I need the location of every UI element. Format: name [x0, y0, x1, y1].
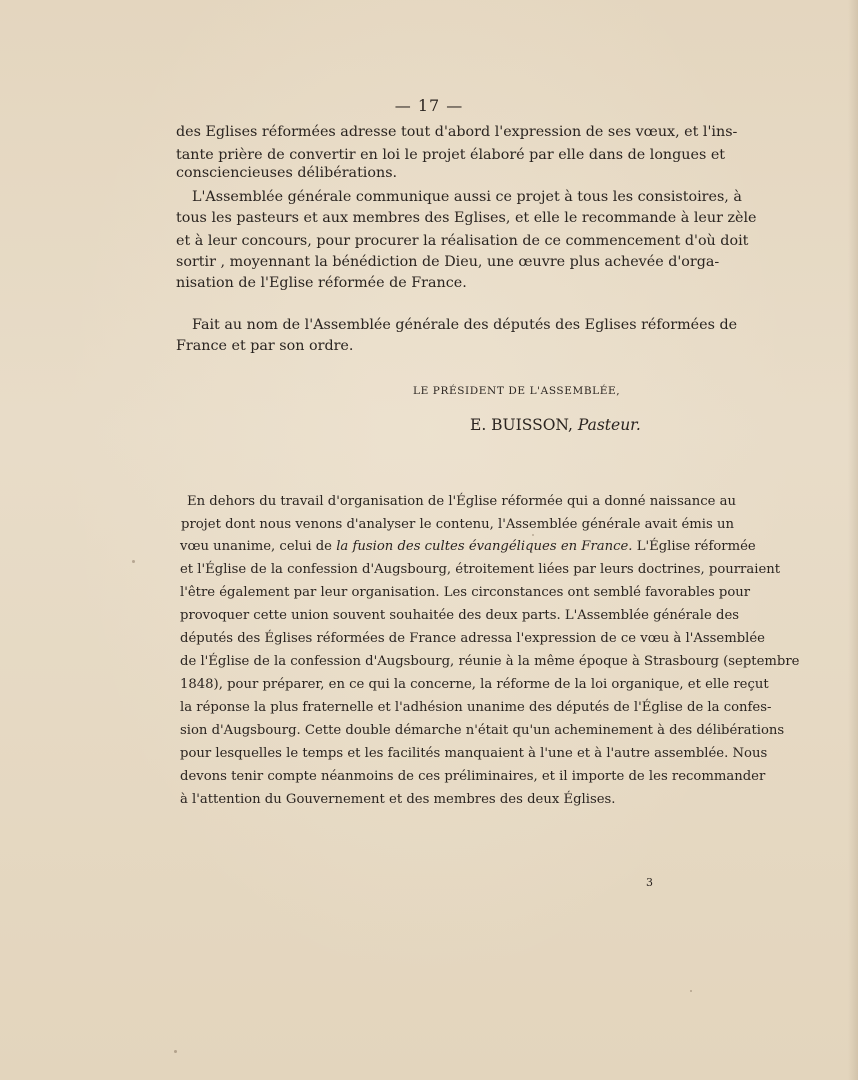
text-line-emphasis — [180, 539, 756, 554]
text-line: députés des Églises réformées de France adressa l'expression de ce vœu à l'Assemblée — [180, 631, 765, 646]
text-line: 1848), pour préparer, en ce qui la concerne, la réforme de la loi organique, et elle reçut — [180, 677, 769, 692]
text-line: tante prière de convertir en loi le projet élaboré par elle dans de longues et — [176, 147, 726, 163]
text-line: l'être également par leur organisation. Les circonstances ont semblé favorables pour — [180, 585, 751, 600]
paper-speck — [532, 534, 534, 536]
text-line: tous les pasteurs et aux membres des Eglises, et elle le recommande à leur zèle — [176, 210, 757, 226]
text-line: sortir , moyennant la bénédiction de Dieu, une œuvre plus achevée d'orga- — [176, 254, 720, 270]
text-line: consciencieuses délibérations. — [176, 165, 398, 181]
text-line: projet dont nous venons d'analyser le contenu, l'Assemblée générale avait émis un — [181, 517, 734, 532]
text-line: sion d'Augsbourg. Cette double démarche n'était qu'un acheminement à des délibérations — [180, 723, 785, 738]
text-line: France et par son ordre. — [176, 338, 354, 354]
text-line: Fait au nom de l'Assemblée générale des députés des Eglises réformées de — [192, 317, 738, 333]
text-line: de l'Église de la confession d'Augsbourg, réunie à la même époque à Strasbourg (septembre — [180, 654, 800, 669]
signatory-name: E. BUISSON — [470, 416, 568, 434]
text-line: nisation de l'Eglise réformée de France. — [176, 275, 467, 291]
text-line: et l'Église de la confession d'Augsbourg, étroitement liées par leurs doctrines, pourraient — [180, 562, 781, 577]
signature-title: LE PRÉSIDENT DE L'ASSEMBLÉE, — [413, 385, 621, 397]
signatory-role: Pasteur. — [577, 416, 641, 434]
page-number: — 17 — — [394, 96, 464, 115]
text-line: L'Assemblée générale communique aussi ce projet à tous les consistoires, à — [192, 189, 742, 205]
text-line: provoquer cette union souvent souhaitée des deux parts. L'Assemblée générale des — [180, 608, 740, 623]
italic-phrase: la fusion des cultes évangéliques en France. — [336, 539, 633, 554]
text-line: devons tenir compte néanmoins de ces préliminaires, et il importe de les recommander — [180, 769, 766, 784]
text-line: à l'attention du Gouvernement et des membres des deux Églises. — [180, 792, 616, 807]
text-segment: L'Église réformée — [636, 539, 756, 554]
text-line: En dehors du travail d'organisation de l'Église réformée qui a donné naissance au — [187, 494, 736, 509]
text-line: des Eglises réformées adresse tout d'abord l'expression de ses vœux, et l'ins- — [176, 124, 738, 140]
text-line: et à leur concours, pour procurer la réalisation de ce commencement d'où doit — [176, 233, 749, 249]
text-line: la réponse la plus fraternelle et l'adhésion unanime des députés de l'Église de la confes- — [180, 700, 772, 715]
signature-name: E. BUISSON, Pasteur. — [470, 416, 641, 434]
text-line: pour lesquelles le temps et les facilités manquaient à l'une et à l'autre assemblée. Nous — [180, 746, 768, 761]
sheet-signature-mark: 3 — [646, 876, 653, 889]
text-segment: vœu unanime, celui de — [180, 539, 332, 554]
paper-speck — [132, 560, 135, 563]
paper-speck — [174, 1050, 177, 1053]
paper-speck — [690, 990, 692, 992]
